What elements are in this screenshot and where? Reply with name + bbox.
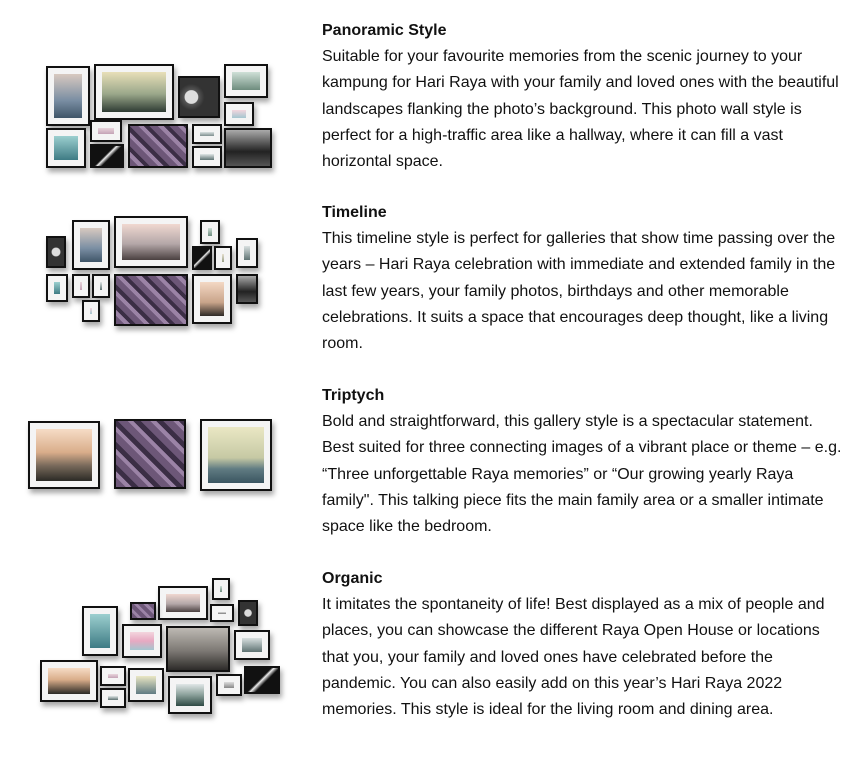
photo-image bbox=[180, 78, 218, 116]
photo-frame bbox=[40, 660, 98, 702]
photo-frame bbox=[166, 626, 230, 672]
photo-image bbox=[246, 668, 278, 692]
photo-image bbox=[108, 674, 118, 678]
photo-frame bbox=[100, 666, 126, 686]
organic-gallery-illustration bbox=[40, 576, 340, 756]
photo-frame bbox=[46, 66, 90, 126]
photo-frame bbox=[178, 76, 220, 118]
photo-image bbox=[36, 429, 92, 481]
photo-image bbox=[208, 427, 264, 483]
photo-image bbox=[200, 282, 224, 316]
photo-image bbox=[130, 632, 154, 650]
photo-frame bbox=[46, 236, 66, 268]
photo-image bbox=[218, 612, 226, 614]
section-body: This timeline style is perfect for galleries that show time passing over the years – Hari Raya celebration with immediate and extended family in the last few years, your family photos, birthdays and other memorable celebrations. It suits a space that encourages deep thought, like a living room. bbox=[322, 230, 836, 353]
timeline-text bbox=[322, 200, 842, 357]
photo-image bbox=[194, 248, 210, 268]
photo-image bbox=[92, 146, 122, 166]
organic-text bbox=[322, 566, 842, 723]
photo-image bbox=[102, 72, 166, 112]
photo-frame bbox=[192, 246, 212, 270]
photo-image bbox=[130, 126, 186, 166]
triptych-gallery-illustration bbox=[28, 417, 328, 597]
photo-frame bbox=[212, 578, 230, 600]
photo-image bbox=[54, 282, 60, 294]
photo-image bbox=[200, 132, 214, 136]
photo-image bbox=[200, 154, 214, 160]
photo-frame bbox=[200, 419, 272, 491]
panoramic-gallery-illustration bbox=[44, 62, 344, 242]
photo-image bbox=[242, 638, 262, 652]
timeline-gallery-illustration bbox=[44, 216, 344, 396]
photo-frame bbox=[128, 668, 164, 702]
triptych-text bbox=[322, 383, 842, 540]
photo-image bbox=[208, 228, 212, 236]
photo-frame bbox=[192, 124, 222, 144]
photo-frame bbox=[46, 274, 68, 302]
photo-frame bbox=[234, 630, 270, 660]
photo-image bbox=[224, 682, 234, 688]
photo-image bbox=[222, 254, 224, 262]
photo-image bbox=[132, 604, 154, 618]
photo-frame bbox=[94, 64, 174, 120]
photo-frame bbox=[130, 602, 156, 620]
photo-image bbox=[220, 586, 222, 592]
photo-image bbox=[166, 594, 200, 612]
photo-image bbox=[90, 308, 92, 314]
section-title: Panoramic Style bbox=[322, 22, 447, 39]
photo-image bbox=[168, 628, 228, 670]
photo-frame bbox=[90, 120, 122, 142]
photo-image bbox=[232, 72, 260, 90]
photo-frame bbox=[236, 238, 258, 268]
photo-frame bbox=[100, 688, 126, 708]
photo-frame bbox=[82, 300, 100, 322]
photo-image bbox=[80, 228, 102, 262]
photo-frame bbox=[92, 274, 110, 298]
section-body: Suitable for your favourite memories from the scenic journey to your kampung for Hari Raya with your family and loved ones with the beautiful landscapes flanking the photo’s background. This photo wall style is perfect for a high-traffic area like a hallway, where it can fill a vast horizontal space. bbox=[322, 48, 839, 171]
photo-frame bbox=[210, 604, 234, 622]
section-body: It imitates the spontaneity of life! Best displayed as a mix of people and places, you can showcase the different Raya Open House or locations that you, your family and loved ones have celebrated before the pandemic. You can also easily add on this year’s Hari Raya 2022 memories. This style is ideal for the living room and dining area. bbox=[322, 596, 825, 719]
section-title: Organic bbox=[322, 570, 383, 587]
photo-frame bbox=[244, 666, 280, 694]
photo-frame bbox=[122, 624, 162, 658]
photo-image bbox=[226, 130, 270, 166]
photo-image bbox=[244, 246, 250, 260]
photo-image bbox=[80, 282, 82, 290]
photo-image bbox=[240, 602, 256, 624]
photo-frame bbox=[72, 274, 90, 298]
photo-frame bbox=[224, 64, 268, 98]
photo-image bbox=[238, 276, 256, 302]
photo-image bbox=[116, 276, 186, 324]
photo-frame bbox=[192, 274, 232, 324]
photo-image bbox=[176, 684, 204, 706]
photo-image bbox=[108, 696, 118, 700]
photo-frame bbox=[224, 102, 254, 126]
photo-image bbox=[90, 614, 110, 648]
photo-frame bbox=[114, 216, 188, 268]
photo-image bbox=[54, 74, 82, 118]
photo-frame bbox=[72, 220, 110, 270]
photo-frame bbox=[158, 586, 208, 620]
photo-frame bbox=[46, 128, 86, 168]
photo-frame bbox=[192, 146, 222, 168]
photo-image bbox=[48, 668, 90, 694]
photo-frame bbox=[214, 246, 232, 270]
section-title: Triptych bbox=[322, 387, 385, 404]
photo-frame bbox=[168, 676, 212, 714]
photo-frame bbox=[224, 128, 272, 168]
photo-frame bbox=[114, 274, 188, 326]
photo-frame bbox=[200, 220, 220, 244]
photo-frame bbox=[236, 274, 258, 304]
photo-image bbox=[232, 110, 246, 118]
photo-image bbox=[122, 224, 180, 260]
photo-frame bbox=[216, 674, 242, 696]
photo-image bbox=[98, 128, 114, 134]
photo-image bbox=[136, 676, 156, 694]
section-body: Bold and straightforward, this gallery style is a spectacular statement. Best suited for three connecting images of a vibrant place or theme – e.g. “Three unforgettable Raya memories” or “Our growing yearly Raya family". This talking piece fits the main family area or a smaller intimate space like the bedroom. bbox=[322, 413, 842, 536]
photo-frame bbox=[114, 419, 186, 489]
photo-frame bbox=[90, 144, 124, 168]
photo-image bbox=[48, 238, 64, 266]
photo-frame bbox=[128, 124, 188, 168]
photo-frame bbox=[28, 421, 100, 489]
panoramic-text bbox=[322, 18, 842, 175]
photo-frame bbox=[238, 600, 258, 626]
section-title: Timeline bbox=[322, 204, 387, 221]
photo-image bbox=[116, 421, 184, 487]
photo-image bbox=[54, 136, 78, 160]
photo-image bbox=[100, 282, 102, 290]
photo-frame bbox=[82, 606, 118, 656]
